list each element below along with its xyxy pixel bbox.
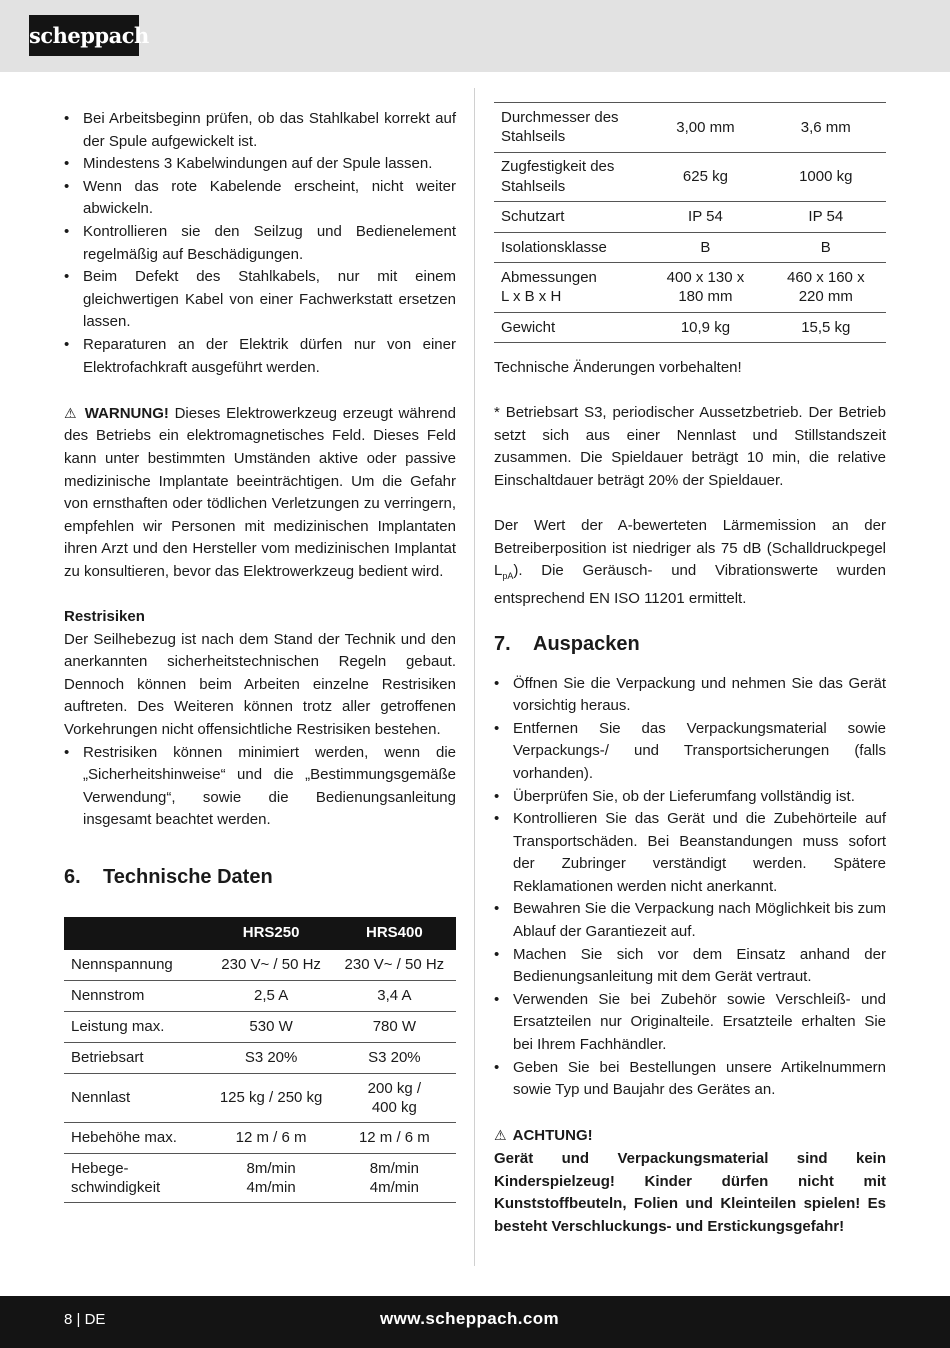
cell-line: Abmessungen	[501, 268, 597, 286]
cell-line: Hebege-	[71, 1159, 129, 1177]
website-link[interactable]: www.scheppach.com	[380, 1309, 560, 1328]
row-label: Gewicht	[494, 312, 645, 343]
list-item: • Öffnen Sie die Verpackung und nehmen Sie das Gerät vorsichtig heraus.	[494, 673, 886, 718]
table-header-cell	[64, 917, 209, 950]
cell-line: Stahlseils	[501, 177, 566, 195]
row-label	[494, 263, 645, 313]
safety-bullet-list	[64, 108, 456, 379]
warning-label: WARNUNG!	[84, 404, 169, 422]
cell-line: 8m/min	[246, 1159, 296, 1177]
table-row	[494, 263, 886, 313]
cell-value: IP 54	[645, 202, 765, 233]
table-header-cell: HRS400	[333, 917, 456, 950]
list-item: • Beim Defekt des Stahlkabels, nur mit einem gleichwertigen Kabel von einer Fachwerkstatt ersetzen lassen.	[64, 266, 456, 334]
scheppach-logo: scheppach	[29, 15, 139, 56]
attention-label: ACHTUNG!	[512, 1127, 593, 1145]
list-item: • Kontrollieren sie den Seilzug und Bedienelement regelmäßig auf Beschädigungen.	[64, 221, 456, 266]
noise-text: Der Wert der A-bewerteten Lärmemission an der Betreiberposition ist niedriger als 75 dB (Schalldruckpegel L	[494, 517, 886, 580]
list-item: • Machen Sie sich vor dem Einsatz anhand der Bedienungsanleitung mit dem Gerät vertraut.	[494, 944, 886, 989]
cell-line: 4m/min	[246, 1179, 296, 1196]
list-item: • Kontrollieren Sie das Gerät und die Zubehörteile auf Transportschäden. Bei Beanstandungen muss sofort der Zubringer verständigt werden. Spätere Reklamationen werden nicht anerkannt.	[494, 808, 886, 898]
page-header	[0, 0, 950, 72]
table-header-cell: HRS250	[209, 917, 332, 950]
page-number: 8 | DE	[64, 1311, 106, 1328]
list-item: • Verwenden Sie bei Zubehör sowie Verschleiß- und Ersatzteilen nur Originalteile. Ersatzteile erhalten Sie bei Ihrem Fachhändler.	[494, 989, 886, 1057]
warning-triangle-icon: ⚠	[494, 1127, 507, 1144]
section-7-heading	[494, 631, 886, 657]
row-label	[494, 103, 645, 153]
row-label	[64, 1154, 209, 1203]
left-column	[64, 108, 456, 1203]
row-label	[494, 152, 645, 202]
row-label: Nennstrom	[64, 981, 209, 1012]
cell-line: 200 kg /	[367, 1079, 422, 1097]
row-label: Hebehöhe max.	[64, 1123, 209, 1154]
warning-text: Dieses Elektrowerkzeug erzeugt während des Betriebs ein elektromagnetisches Feld. Dieses Feld kann unter bestimmten Umständen aktive oder passive medizinische Implantate beeinträchtigen. Um die Gefahr von ernsthaften oder tödlichen Verletzungen zu verringern, empfehlen wir Personen mit medizinischen Implantaten ihren Arzt und den Hersteller vom medizinischen Implantat zu konsultieren, bevor das Elektrowerkzeug bedient wird.	[64, 404, 456, 580]
cell-value	[766, 263, 886, 313]
row-label: Betriebsart	[64, 1043, 209, 1074]
unpack-bullet-list	[494, 673, 886, 1102]
cell-value	[333, 1154, 456, 1203]
changes-note: Technische Änderungen vorbehalten!	[494, 359, 742, 376]
cell-value: S3 20%	[333, 1043, 456, 1074]
cell-value	[645, 263, 765, 313]
list-item: • Restrisiken können minimiert werden, wenn die „Sicherheitshinweise“ und die „Bestimmungsgemäße Verwendung“, sowie die Bedienungsanleitung insgesamt beachtet werden.	[64, 742, 456, 832]
cell-value	[333, 1074, 456, 1123]
noise-subscript: pA	[502, 571, 514, 582]
warning-triangle-icon: ⚠	[64, 404, 77, 421]
cell-value: IP 54	[766, 202, 886, 233]
cell-line: 460 x 160 x	[787, 268, 865, 286]
table-row	[494, 152, 886, 202]
cell-line: 220 mm	[798, 288, 853, 306]
cell-value: 15,5 kg	[766, 312, 886, 343]
restrisiken-heading: Restrisiken	[64, 608, 145, 626]
cell-value: 780 W	[333, 1012, 456, 1043]
attention-heading	[494, 1124, 886, 1148]
restrisiken-text: Der Seilhebezug ist nach dem Stand der Technik und den anerkannten sicherheitstechnischen Regeln gebaut. Dennoch können beim Arbeiten einzelne Restrisiken auftreten. Des Weiteren können trotz aller getroffenen Vorkehrungen nicht offensichtliche Restrisiken bestehen.	[64, 630, 456, 739]
table-row	[64, 1074, 456, 1123]
list-item: • Geben Sie bei Bestellungen unsere Artikelnummern sowie Typ und Baujahr des Gerätes an.	[494, 1057, 886, 1102]
table-row	[494, 232, 886, 263]
cell-line: L x B x H	[501, 288, 562, 306]
list-item: • Wenn das rote Kabelende erscheint, nicht weiter abwickeln.	[64, 176, 456, 221]
list-item: • Entfernen Sie das Verpackungsmaterial sowie Verpackungs-/ und Transportsicherungen (falls vorhanden).	[494, 718, 886, 786]
attention-text: Gerät und Verpackungsmaterial sind kein Kinderspielzeug! Kinder dürfen nicht mit Kunststoffbeuteln, Folien und Kleinteilen spielen! Es besteht Verschluckungs- und Erstickungsgefahr!	[494, 1150, 886, 1235]
cell-value: 625 kg	[645, 152, 765, 202]
cell-line: 180 mm	[678, 288, 733, 306]
cell-line: Stahlseils	[501, 128, 566, 146]
cell-value: 3,00 mm	[645, 103, 765, 153]
cell-line: 400 kg	[371, 1099, 417, 1116]
cell-line: schwindigkeit	[71, 1179, 161, 1196]
table-row	[494, 103, 886, 153]
table-row	[64, 1043, 456, 1074]
right-column	[494, 102, 886, 1238]
list-item: • Überprüfen Sie, ob der Lieferumfang vollständig ist.	[494, 786, 886, 809]
table-row	[64, 1123, 456, 1154]
cell-value: 12 m / 6 m	[333, 1123, 456, 1154]
cell-value: S3 20%	[209, 1043, 332, 1074]
section-number: 7.	[494, 632, 511, 655]
noise-emission-paragraph	[494, 515, 886, 610]
cell-value	[209, 1154, 332, 1203]
cell-value: B	[766, 232, 886, 263]
cell-value: 12 m / 6 m	[209, 1123, 332, 1154]
row-label: Nennspannung	[64, 950, 209, 981]
noise-text: ). Die Geräusch- und Vibrationswerte wurden entsprechend EN ISO 11201 ermittelt.	[494, 562, 886, 607]
spec-table	[494, 102, 886, 343]
list-item: • Mindestens 3 Kabelwindungen auf der Spule lassen.	[64, 153, 456, 176]
list-item: • Bewahren Sie die Verpackung nach Möglichkeit bis zum Ablauf der Garantiezeit auf.	[494, 898, 886, 943]
cell-line: Zugfestigkeit des	[501, 158, 615, 176]
section-title: Technische Daten	[103, 866, 273, 888]
row-label: Nennlast	[64, 1074, 209, 1123]
technical-data-table	[64, 917, 456, 1203]
cell-value: 530 W	[209, 1012, 332, 1043]
row-label: Leistung max.	[64, 1012, 209, 1043]
cell-line: Durchmesser des	[501, 108, 619, 126]
cell-value: 3,6 mm	[766, 103, 886, 153]
cell-line: 4m/min	[369, 1179, 419, 1196]
section-title: Auspacken	[533, 632, 640, 655]
cell-value: B	[645, 232, 765, 263]
column-divider	[474, 88, 475, 1266]
cell-value: 230 V~ / 50 Hz	[333, 950, 456, 981]
table-row	[64, 1012, 456, 1043]
cell-value: 2,5 A	[209, 981, 332, 1012]
table-row	[64, 950, 456, 981]
cell-value: 3,4 A	[333, 981, 456, 1012]
table-row	[64, 1154, 456, 1203]
restrisiken-bullet-list	[64, 742, 456, 832]
list-item: • Bei Arbeitsbeginn prüfen, ob das Stahlkabel korrekt auf der Spule aufgewickelt ist.	[64, 108, 456, 153]
cell-value: 10,9 kg	[645, 312, 765, 343]
cell-value: 125 kg / 250 kg	[209, 1074, 332, 1123]
section-number: 6.	[64, 866, 81, 888]
list-item: • Reparaturen an der Elektrik dürfen nur von einer Elektrofachkraft ausgeführt werden.	[64, 334, 456, 379]
warning-paragraph	[64, 402, 456, 584]
table-row	[494, 202, 886, 233]
table-header-row	[64, 917, 456, 950]
operating-mode-note: * Betriebsart S3, periodischer Aussetzbetrieb. Der Betrieb setzt sich aus einer Nennlast und Stillstandszeit zusammen. Die Spieldauer beträgt 10 min, die relative Einschaltdauer beträgt 20% der Spieldauer.	[494, 404, 886, 489]
table-row	[494, 312, 886, 343]
row-label: Schutzart	[494, 202, 645, 233]
cell-value: 1000 kg	[766, 152, 886, 202]
table-row	[64, 981, 456, 1012]
section-6-heading	[64, 864, 456, 890]
cell-value: 230 V~ / 50 Hz	[209, 950, 332, 981]
page-footer	[0, 1296, 950, 1348]
row-label: Isolationsklasse	[494, 232, 645, 263]
cell-line: 8m/min	[369, 1159, 419, 1177]
cell-line: 400 x 130 x	[666, 268, 745, 286]
